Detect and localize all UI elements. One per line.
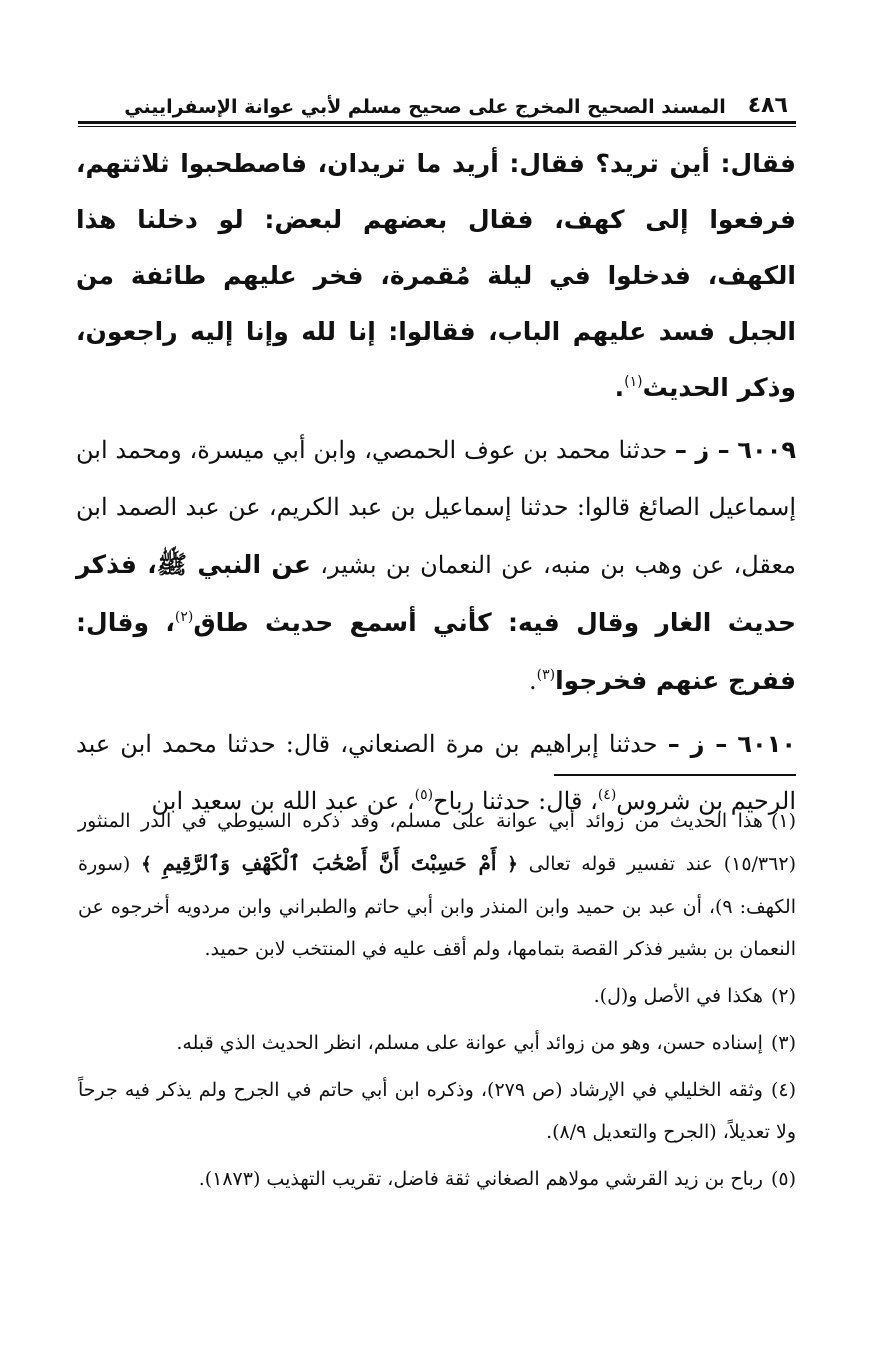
hadith-6009 xyxy=(76,422,796,710)
matn-text-2: ، وقال: ففرج عنهم فخرجوا xyxy=(76,608,796,695)
isnad-text: حدثنا محمد بن عوف الحمصي، وابن أبي ميسرة، ومحمد ابن إسماعيل الصائغ قالوا: حدثنا إسماعيل بن عبد الكريم، عن عبد الصمد ابن معقل، عن وهب بن منبه، عن النعمان بن بشير، xyxy=(76,436,796,579)
main-text xyxy=(76,136,796,830)
quran-bracket-close: ﴾ xyxy=(141,854,152,875)
sentence-end: . xyxy=(614,373,625,402)
footnote-4 xyxy=(78,1069,796,1153)
footnotes xyxy=(78,800,796,1205)
footnote-ref: (٥) xyxy=(414,787,434,803)
footnote-label: (٣) xyxy=(770,1032,796,1054)
footnote-ref: (٢) xyxy=(174,609,194,625)
footnote-ref: (٣) xyxy=(536,667,556,683)
footnote-text: هذا الحديث من زوائد أبي عوانة على مسلم، وقد ذكره السيوطي في الدر المنثور (١٥/٣٦٢) عند تفسير قوله تعالى xyxy=(78,810,796,875)
footnote-separator xyxy=(554,774,796,776)
header-rule xyxy=(78,121,796,124)
isnad-text: حدثنا إبراهيم بن مرة الصنعاني، قال: حدثنا محمد ابن عبد الرحيم بن شروس xyxy=(76,730,796,815)
footnote-text: رباح بن زيد القرشي مولاهم الصغاني ثقة فاضل، تقريب التهذيب (١٨٧٣). xyxy=(198,1168,763,1190)
running-title: المسند الصحيح المخرج على صحيح مسلم لأبي عوانة الإسفراييني xyxy=(124,96,726,118)
footnote-text: هكذا في الأصل و(ل). xyxy=(593,985,763,1007)
footnote-label: (٥) xyxy=(770,1168,796,1190)
isnad-text-3: ، عن عبد الله بن سعيد ابن xyxy=(151,787,415,815)
footnote-1 xyxy=(78,800,796,970)
narration-text: فقال: أين تريد؟ فقال: أريد ما تريدان، فاصطحبوا ثلاثتهم، فرفعوا إلى كهف، فقال بعضهم لبعض: لو دخلنا هذا الكهف، فدخلوا في ليلة مُقمرة، فخر عليهم طائفة من الجبل فسد عليهم الباب، فقالوا: إنا لله وإنا إليه راجعون، وذكر الحديث xyxy=(76,149,796,402)
quran-bracket-open: ﴿ xyxy=(507,854,518,875)
quran-verse: أَمْ حَسِبْتَ أَنَّ أَصْحَٰبَ ٱلْكَهْفِ وَٱلرَّقِيمِ xyxy=(162,851,497,875)
footnote-2 xyxy=(78,975,796,1017)
footnote-ref: (٤) xyxy=(597,787,617,803)
hadith-marker: – ز – xyxy=(674,436,730,464)
footnote-text: إسناده حسن، وهو من زوائد أبي عوانة على مسلم، انظر الحديث الذي قبله. xyxy=(176,1032,763,1054)
footnote-label: (١) xyxy=(770,810,796,832)
sentence-end: . xyxy=(528,667,537,695)
footnote-label: (٢) xyxy=(770,985,796,1007)
footnote-text-2: (سورة الكهف: ٩)، أن عبد بن حميد وابن المنذر وابن أبي حاتم والطبراني وابن مردويه أخرجوه عن النعمان بن بشير فذكر القصة بتمامها، ولم أقف عليه في المنتخب لابن حميد. xyxy=(78,853,796,960)
hadith-marker: – ز – xyxy=(667,730,728,758)
hadith-number: ٦٠١٠ xyxy=(737,730,796,758)
footnote-text: وثقه الخليلي في الإرشاد (ص ٢٧٩)، وذكره ابن أبي حاتم في الجرح ولم يذكر فيه جرحاً ولا تعديلاً، (الجرح والتعديل ٨/٩). xyxy=(78,1079,796,1143)
isnad-text-2: ، قال: حدثنا رباح xyxy=(433,787,598,815)
footnote-3 xyxy=(78,1022,796,1064)
page-header xyxy=(78,84,794,118)
footnote-5 xyxy=(78,1158,796,1200)
hadith-number: ٦٠٠٩ xyxy=(737,436,796,464)
header-rule-thin xyxy=(78,126,796,127)
narration-continuation xyxy=(76,136,796,416)
matn-text: عن النبي ﷺ، فذكر حديث الغار وقال فيه: كأني أسمع حديث طاق xyxy=(76,550,797,637)
footnote-label: (٤) xyxy=(770,1079,796,1101)
page-number: ٤٨٦ xyxy=(747,93,788,118)
footnote-ref: (١) xyxy=(624,374,643,390)
